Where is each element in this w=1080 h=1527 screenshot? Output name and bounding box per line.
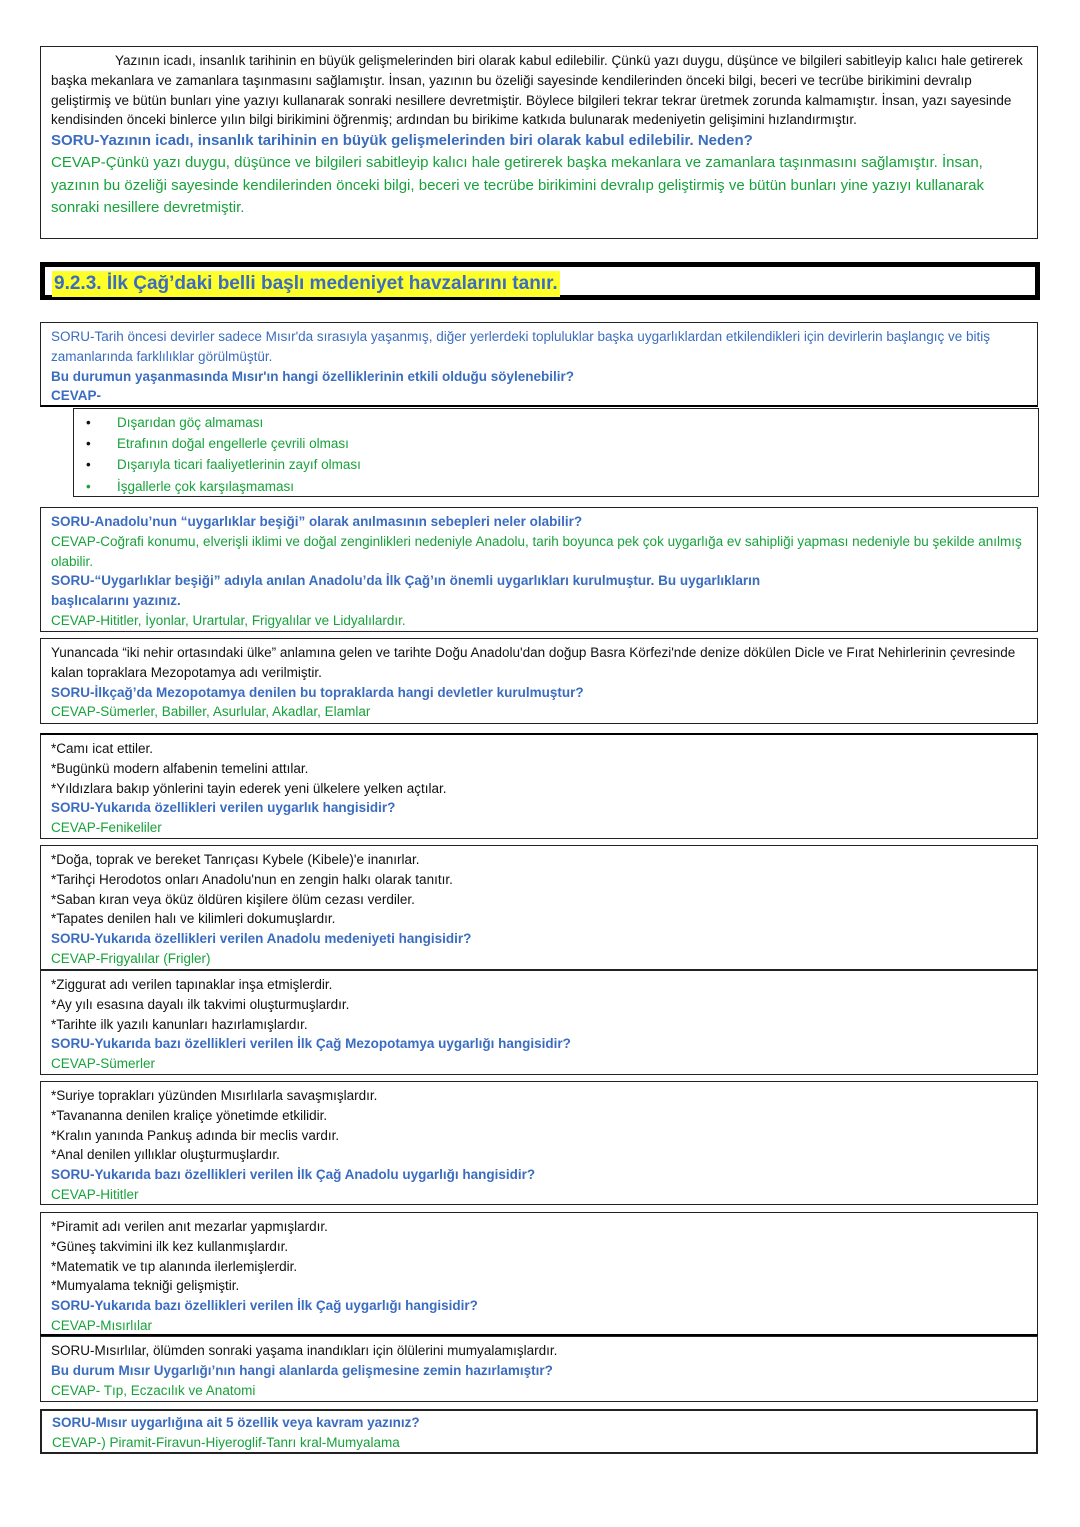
question-text: SORU-Yazının icadı, insanlık tarihinin en büyük gelişmelerinden biri olarak kabul edilebilir. Neden? xyxy=(51,132,753,150)
list-item xyxy=(74,412,1038,433)
fact-line: *Bugünkü modern alfabenin temelini attılar. xyxy=(51,760,309,776)
egypt-periods-answer-list xyxy=(73,408,1039,497)
hittites-section xyxy=(40,1081,1038,1205)
answer-text: CEVAP- Tıp, Eczacılık ve Anatomi xyxy=(51,1382,256,1398)
question-text: SORU-İlkçağ’da Mezopotamya denilen bu topraklarda hangi devletler kurulmuştur? xyxy=(51,684,584,700)
bullet-icon: • xyxy=(86,436,91,452)
question-text: başlıcalarını yazınız. xyxy=(51,593,181,609)
section-heading xyxy=(40,262,1040,300)
intro-paragraph: Yazının icadı, insanlık tarihinin en büyük gelişmelerinden biri olarak kabul edilebilir. Çünkü yazı duygu, düşünce ve bilgileri sabitleyip kalıcı hale getirerek başka mekanlara ve zamanlara taşınmasını sağlamıştır. İnsan, yazının bu özeliği sayesinde kendilerinden önceki bilgi, beceri ve tecrübe birikimini devralıp geliştirmiş ve bütün bunları yine yazıyı kullanarak sonraki nesillere devretmiştir. Böylece bilgileri tekrar tekrar üretmek zorunda kalmamıştır. İnsan, yazı sayesinde kendisinden önceki binlerce yılın bilgi birikimini öğrenmiş; ardından bu birikime katkıda bulunarak medeniyetin gelişimini hızlandırmıştır. xyxy=(51,53,1023,128)
egypt-periods-section xyxy=(40,322,1038,407)
fact-line: *Güneş takvimini ilk kez kullanmışlardır. xyxy=(51,1238,289,1254)
question-text: SORU-Yukarıda bazı özellikleri verilen İlk Çağ uygarlığı hangisidir? xyxy=(51,1298,478,1314)
fact-line: *Suriye toprakları yüzünden Mısırlılarla savaşmışlardır. xyxy=(51,1088,378,1103)
phrygians-section xyxy=(40,845,1038,970)
fact-line: *Camı icat ettiler. xyxy=(51,741,154,756)
question-text: Bu durum Mısır Uygarlığı’nın hangi alanlarda gelişmesine zemin hazırlamıştır? xyxy=(51,1362,553,1378)
fact-line: *Tarihte ilk yazılı kanunları hazırlamışlardır. xyxy=(51,1016,308,1032)
question-text: SORU-Yukarıda özellikleri verilen uygarlık hangisidir? xyxy=(51,800,396,816)
answer-text: CEVAP-Çünkü yazı duygu, düşünce ve bilgileri sabitleyip kalıcı hale getirerek başka mekanlara ve zamanlara taşınmasını sağlamıştır. İnsan, yazının bu özeliği sayesinde kendilerinden önceki bilgi, beceri ve tecrübe birikimini devralıp geliştirmiş ve bütün bunları yine yazıyı kullanarak sonraki nesillere devretmiştir. xyxy=(51,154,984,216)
answer-text: CEVAP-Sümerler, Babiller, Asurlular, Akadlar, Elamlar xyxy=(51,704,371,720)
answer-text: CEVAP-) Piramit-Firavun-Hiyeroglif-Tanrı kral-Mumyalama xyxy=(52,1434,400,1450)
answer-text: CEVAP-Coğrafi konumu, elverişli iklimi ve doğal zenginlikleri nedeniyle Anadolu, tarih boyunca pek çok uygarlığa ev sahipliği yapması nedeniyle bu şekilde anılmış olabilir. xyxy=(51,533,1022,569)
list-item-text: Dışarıdan göç almaması xyxy=(117,415,264,430)
fact-line: *Tarihçi Herodotos onları Anadolu'nun en zengin halkı olarak tanıtır. xyxy=(51,871,453,887)
answer-text: CEVAP-Hititler xyxy=(51,1186,139,1202)
answer-text: CEVAP-Fenikeliler xyxy=(51,820,162,836)
fact-line: *Anal denilen yıllıklar oluşturmuşlardır. xyxy=(51,1147,280,1163)
question-text: SORU-Yukarıda bazı özellikleri verilen İlk Çağ Anadolu uygarlığı hangisidir? xyxy=(51,1167,536,1183)
writing-section xyxy=(40,46,1038,239)
bullet-icon: • xyxy=(86,457,91,473)
fact-line: *Tapates denilen halı ve kilimleri dokumuşlardır. xyxy=(51,911,336,927)
mesopotamia-section xyxy=(40,638,1038,724)
section-heading-text: 9.2.3. İlk Çağ’daki belli başlı medeniyet havzalarını tanır. xyxy=(52,271,560,297)
fact-line: *Kralın yanında Pankuş adında bir meclis vardır. xyxy=(51,1127,340,1143)
answer-label: CEVAP- xyxy=(51,388,102,404)
question-text: SORU-Yukarıda özellikleri verilen Anadolu medeniyeti hangisidir? xyxy=(51,931,472,947)
fact-line: *Yıldızlara bakıp yönlerini tayin ederek yeni ülkelere yelken açtılar. xyxy=(51,780,447,796)
egypt-concepts-section xyxy=(40,1409,1038,1454)
list-item xyxy=(74,476,1038,497)
anatolia-section xyxy=(40,507,1038,632)
phoenicians-section xyxy=(40,733,1038,839)
question-text: Bu durumun yaşanmasında Mısır'ın hangi özelliklerinin etkili olduğu söylenebilir? xyxy=(51,368,575,384)
question-text: SORU-Anadolu’nun “uygarlıklar beşiği” olarak anılmasının sebepleri neler olabilir? xyxy=(51,514,583,529)
sumerians-section xyxy=(40,970,1038,1075)
fact-line: *Piramit adı verilen anıt mezarlar yapmışlardır. xyxy=(51,1219,328,1234)
list-item xyxy=(74,433,1038,454)
list-item xyxy=(74,454,1038,475)
fact-line: *Ay yılı esasına dayalı ilk takvimi oluşturmuşlardır. xyxy=(51,996,350,1012)
answer-text: CEVAP-Sümerler xyxy=(51,1056,156,1072)
bullet-icon: • xyxy=(86,415,91,430)
question-intro: SORU-Tarih öncesi devirler sadece Mısır'da sırasıyla yaşanmış, diğer yerlerdeki topluluklar başka uygarlıklardan etkilendikleri için devirlerin başlangıç ve bitiş zamanlarında farklılıklar görülmüştür. xyxy=(51,329,990,364)
fact-line: *Saban kıran veya öküz öldüren kişilere ölüm cezası verdiler. xyxy=(51,891,415,907)
fact-line: *Doğa, toprak ve bereket Tanrıçası Kybele (Kibele)'e inanırlar. xyxy=(51,852,420,867)
mummification-section xyxy=(40,1336,1038,1402)
fact-line: *Mumyalama tekniği gelişmiştir. xyxy=(51,1278,240,1294)
context-text: SORU-Mısırlılar, ölümden sonraki yaşama inandıkları için ölülerini mumyalamışlardır. xyxy=(51,1343,558,1358)
answer-text: CEVAP-Frigyalılar (Frigler) xyxy=(51,950,211,966)
fact-line: *Ziggurat adı verilen tapınaklar inşa etmişlerdir. xyxy=(51,977,333,992)
fact-line: *Matematik ve tıp alanında ilerlemişlerdir. xyxy=(51,1258,298,1274)
list-item-text: Etrafının doğal engellerle çevrili olması xyxy=(117,436,349,452)
question-text: SORU-“Uygarlıklar beşiği” adıyla anılan Anadolu’da İlk Çağ’ın önemli uygarlıkları kurulmuştur. Bu uygarlıkların xyxy=(51,573,761,589)
answer-text: CEVAP-Hititler, İyonlar, Urartular, Frigyalılar ve Lidyalılardır. xyxy=(51,612,406,628)
list-item-text: Dışarıyla ticari faaliyetlerinin zayıf olması xyxy=(117,457,361,473)
fact-line: *Tavananna denilen kraliçe yönetimde etkilidir. xyxy=(51,1107,328,1123)
answer-text: CEVAP-Mısırlılar xyxy=(51,1317,153,1333)
question-text: SORU-Mısır uygarlığına ait 5 özellik veya kavram yazınız? xyxy=(52,1415,420,1430)
context-text: Yunancada “iki nehir ortasındaki ülke” anlamına gelen ve tarihte Doğu Anadolu'dan doğup Basra Körfezi'nde denize dökülen Dicle ve Fırat Nehirlerinin çevresinde kalan topraklara Mezopotamya adı verilmiştir. xyxy=(51,645,1016,680)
bullet-icon: • xyxy=(86,478,91,494)
list-item-text: İşgallerle çok karşılaşmaması xyxy=(117,478,295,494)
question-text: SORU-Yukarıda bazı özellikleri verilen İlk Çağ Mezopotamya uygarlığı hangisidir? xyxy=(51,1036,571,1052)
egyptians-section xyxy=(40,1212,1038,1336)
